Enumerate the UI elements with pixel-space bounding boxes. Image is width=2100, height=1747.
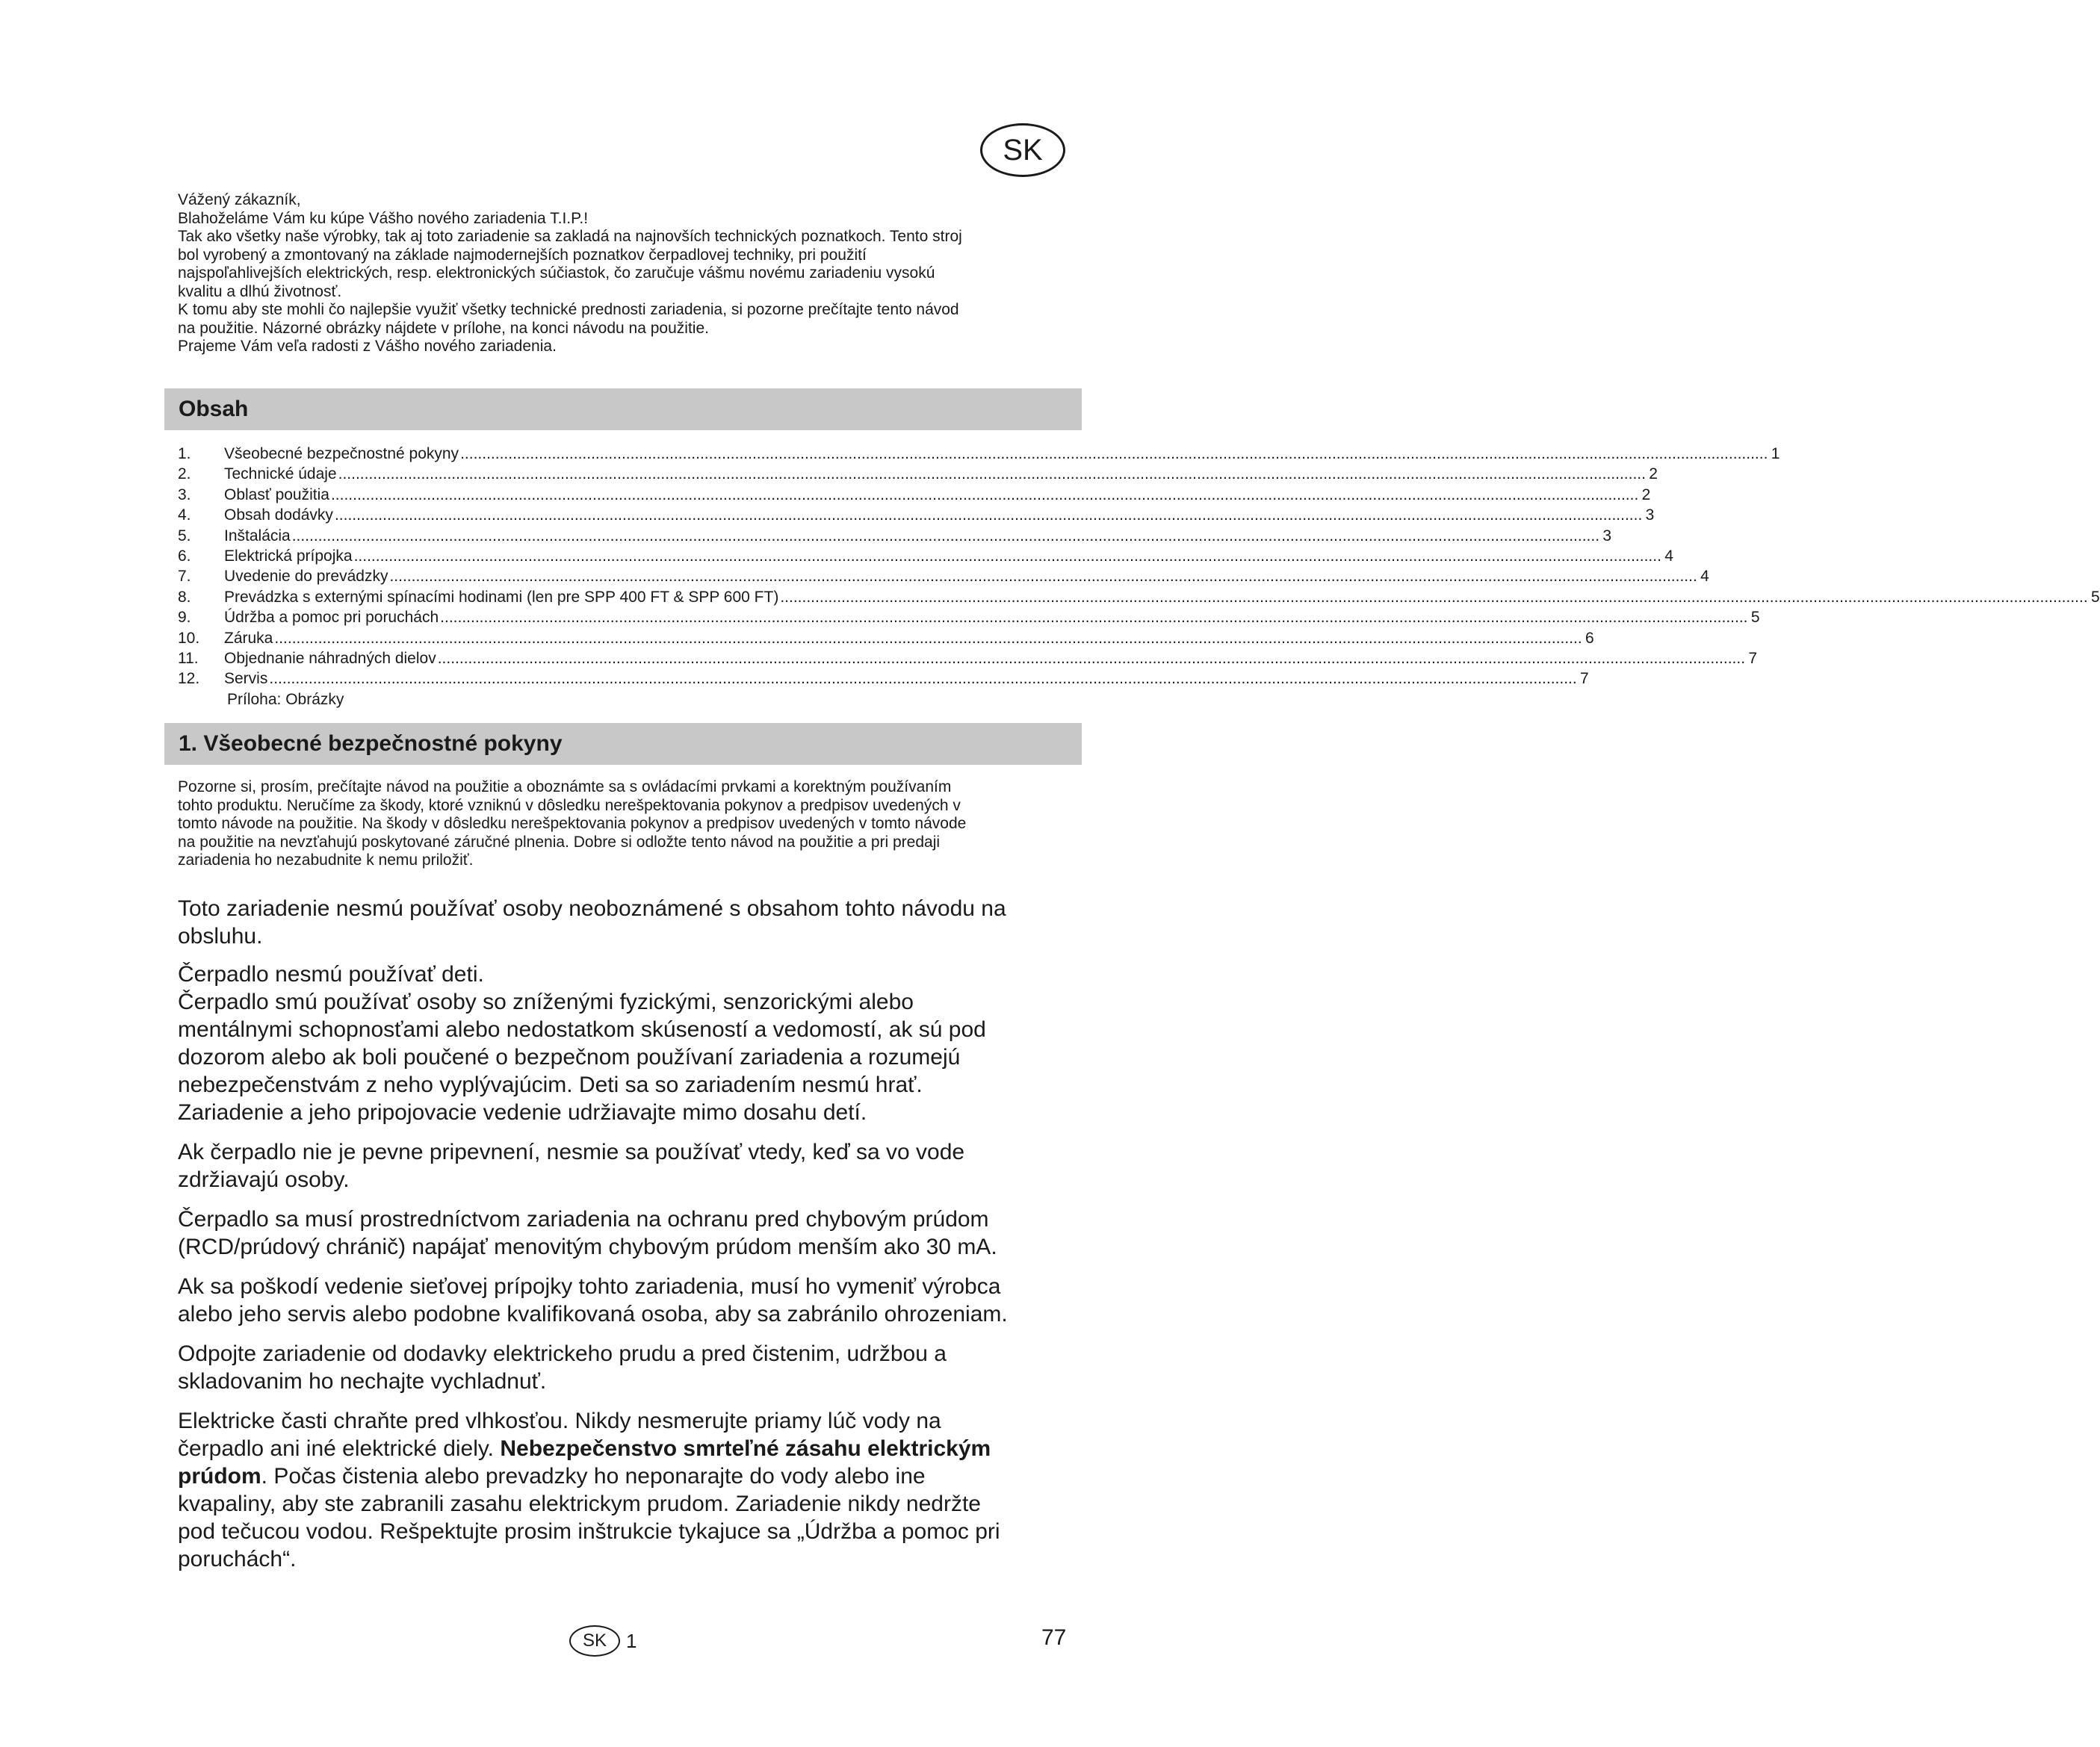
toc-leader: ............................................................................................................................................................................................................................................................................................................ bbox=[269, 670, 1577, 688]
congratulations: Blahoželáme Vám ku kúpe Vášho nového zariadenia T.I.P.! bbox=[178, 209, 589, 227]
toc-item-page: 3 bbox=[1645, 506, 1655, 524]
paragraph-line: Čerpadlo smú používať osoby so zníženými fyzickými, senzorickými alebo bbox=[178, 990, 914, 1014]
safety-intro-line: tomto návode na použitie. Na škody v dôsledku nerešpektovania pokynov a predpisov uvedených v tomto návode bbox=[178, 815, 967, 832]
toc-leader: ............................................................................................................................................................................................................................................................................................................ bbox=[780, 588, 2088, 606]
page-number: 77 bbox=[1041, 1625, 1067, 1650]
toc-leader: ............................................................................................................................................................................................................................................................................................................ bbox=[440, 609, 1748, 627]
toc-item[interactable] bbox=[178, 465, 1658, 485]
toc-item-number: 7. bbox=[178, 568, 191, 586]
toc-item-title: Obsah dodávky bbox=[224, 506, 333, 524]
intro-line: na použitie. Názorné obrázky nájdete v prílohe, na konci návodu na použitie. bbox=[178, 319, 709, 337]
paragraph-line: nebezpečenstvám z neho vyplývajúcim. Deti sa so zariadením nesmú hrať. bbox=[178, 1073, 923, 1097]
toc-item[interactable] bbox=[178, 609, 1760, 629]
safety-paragraph-water bbox=[178, 1138, 1074, 1194]
toc-leader: ............................................................................................................................................................................................................................................................................................................ bbox=[274, 629, 1582, 647]
paragraph-text: . Počas čistenia alebo prevadzky ho neponarajte do vody alebo ine bbox=[261, 1464, 926, 1489]
toc-item-number: 6. bbox=[178, 547, 191, 565]
paragraph-line: zdržiavajú osoby. bbox=[178, 1167, 350, 1192]
toc-item[interactable] bbox=[178, 506, 1655, 527]
toc-leader: ............................................................................................................................................................................................................................................................................................................ bbox=[437, 649, 1746, 667]
intro-text bbox=[178, 191, 1074, 356]
toc-item-title: Servis bbox=[224, 670, 268, 688]
intro-line: najspoľahlivejších elektrických, resp. elektronických súčiastok, čo zaručuje vášmu novému zariadeniu vysokú bbox=[178, 264, 935, 282]
greeting: Vážený zákazník, bbox=[178, 191, 301, 208]
paragraph-line bbox=[178, 1462, 1074, 1490]
toc-item[interactable] bbox=[178, 445, 1780, 465]
toc-leader: ............................................................................................................................................................................................................................................................................................................ bbox=[460, 445, 1768, 462]
paragraph-line: Toto zariadenie nesmú používať osoby neoboznámené s obsahom tohto návodu na bbox=[178, 896, 1006, 921]
safety-intro-line: tohto produktu. Neručíme za škody, ktoré vzniknú v dôsledku nerešpektovania pokynov a predpisov uvedených v bbox=[178, 796, 961, 814]
toc-item-title: Údržba a pomoc pri poruchách bbox=[224, 609, 439, 627]
paragraph-line: Ak čerpadlo nie je pevne pripevnení, nesmie sa používať vtedy, keď sa vo vode bbox=[178, 1140, 965, 1164]
toc-item-page: 4 bbox=[1664, 547, 1673, 565]
safety-intro-text bbox=[178, 778, 1074, 870]
toc-item-number: 4. bbox=[178, 506, 191, 524]
paragraph-line: poruchách“. bbox=[178, 1547, 297, 1571]
paragraph-line bbox=[178, 1435, 1074, 1462]
safety-paragraph-moisture bbox=[178, 1407, 1074, 1573]
toc-item-title: Oblasť použitia bbox=[224, 485, 329, 503]
toc-item-title: Všeobecné bezpečnostné pokyny bbox=[224, 445, 459, 462]
toc-item-number: 5. bbox=[178, 527, 191, 544]
intro-line: kvalitu a dlhú životnosť. bbox=[178, 282, 342, 300]
paragraph-line: kvapaliny, aby ste zabranili zasahu elektrickym prudom. Zariadenie nikdy nedržte bbox=[178, 1492, 981, 1516]
section-page-number: 1 bbox=[626, 1630, 637, 1652]
toc-item-number: 10. bbox=[178, 629, 200, 647]
paragraph-line: (RCD/prúdový chránič) napájať menovitým chybovým prúdom menším ako 30 mA. bbox=[178, 1235, 997, 1259]
toc-item-number: 3. bbox=[178, 485, 191, 503]
toc-item[interactable] bbox=[178, 588, 2100, 609]
paragraph-line: alebo jeho servis alebo podobne kvalifikovaná osoba, aby sa zabránilo ohrozeniam. bbox=[178, 1302, 1008, 1326]
paragraph-line: Zariadenie a jeho pripojovacie vedenie udržiavajte mimo dosahu detí. bbox=[178, 1100, 867, 1125]
toc-item[interactable] bbox=[178, 547, 1673, 568]
toc-item-title: Objednanie náhradných dielov bbox=[224, 649, 436, 667]
toc-item-page: 2 bbox=[1641, 485, 1651, 503]
toc-item[interactable] bbox=[178, 649, 1758, 670]
toc-leader: ............................................................................................................................................................................................................................................................................................................ bbox=[330, 485, 1639, 503]
toc-appendix: Príloha: Obrázky bbox=[227, 690, 344, 708]
toc-item[interactable] bbox=[178, 527, 1612, 547]
toc-heading: Obsah bbox=[164, 388, 1082, 430]
intro-line: K tomu aby ste mohli čo najlepšie využiť všetky technické prednosti zariadenia, si pozorne prečítajte tento návod bbox=[178, 301, 959, 318]
warning-text: prúdom bbox=[178, 1464, 261, 1489]
table-of-contents bbox=[178, 445, 2100, 711]
toc-item-page: 3 bbox=[1602, 527, 1612, 544]
toc-item-title: Technické údaje bbox=[224, 465, 337, 483]
paragraph-line: Odpojte zariadenie od dodavky elektrickeho prudu a pred čistenim, udržbou a bbox=[178, 1341, 947, 1366]
toc-item-title: Elektrická prípojka bbox=[224, 547, 353, 565]
paragraph-line: mentálnymi schopnosťami alebo nedostatkom skúseností a vedomostí, ak sú pod bbox=[178, 1017, 986, 1042]
toc-item-page: 4 bbox=[1700, 568, 1709, 586]
paragraph-line: obsluhu. bbox=[178, 924, 263, 949]
paragraph-line: pod tečucou vodou. Rešpektujte prosim inštrukcie tykajuce sa „Údržba a pomoc pri bbox=[178, 1519, 1000, 1544]
toc-leader: ............................................................................................................................................................................................................................................................................................................ bbox=[291, 527, 1600, 544]
toc-item[interactable] bbox=[178, 670, 1589, 690]
section-heading-safety: 1. Všeobecné bezpečnostné pokyny bbox=[164, 723, 1082, 765]
footer-language-badge: SK bbox=[569, 1625, 620, 1657]
safety-intro-line: Pozorne si, prosím, prečítajte návod na použitie a oboznámte sa s ovládacími prvkami a korektným používaním bbox=[178, 778, 952, 795]
toc-item-number: 2. bbox=[178, 465, 191, 483]
toc-item-title: Inštalácia bbox=[224, 527, 291, 544]
toc-item[interactable] bbox=[178, 485, 1651, 506]
warning-text: Nebezpečenstvo smrteľné zásahu elektrickým bbox=[500, 1436, 991, 1461]
toc-item[interactable] bbox=[178, 568, 1709, 588]
paragraph-line: dozorom alebo ak boli poučené o bezpečnom používaní zariadenia a rozumejú bbox=[178, 1045, 961, 1070]
toc-leader: ............................................................................................................................................................................................................................................................................................................ bbox=[338, 465, 1646, 483]
toc-item-title: Záruka bbox=[224, 629, 273, 647]
paragraph-text: čerpadlo ani iné elektrické diely. bbox=[178, 1436, 501, 1461]
safety-paragraph-cable bbox=[178, 1273, 1074, 1328]
toc-item-page: 5 bbox=[1750, 609, 1760, 627]
paragraph-line: Čerpadlo nesmú používať deti. bbox=[178, 962, 484, 987]
intro-line: bol vyrobený a zmontovaný na základe najmodernejších poznatkov čerpadlovej techniky, pri použití bbox=[178, 246, 867, 264]
safety-paragraph-rcd bbox=[178, 1205, 1074, 1261]
toc-item-page: 1 bbox=[1771, 445, 1780, 462]
toc-item-number: 9. bbox=[178, 609, 191, 627]
toc-leader: ............................................................................................................................................................................................................................................................................................................ bbox=[334, 506, 1643, 524]
toc-item-page: 2 bbox=[1649, 465, 1658, 483]
toc-item-number: 1. bbox=[178, 445, 191, 462]
paragraph-line: Elektricke časti chraňte pred vlhkosťou. Nikdy nesmerujte priamy lúč vody na bbox=[178, 1409, 941, 1433]
toc-leader: ............................................................................................................................................................................................................................................................................................................ bbox=[353, 547, 1661, 565]
toc-item-page: 7 bbox=[1580, 670, 1589, 688]
safety-paragraph-children bbox=[178, 961, 1074, 1126]
toc-item-number: 8. bbox=[178, 588, 191, 606]
safety-intro-line: na použitie na nevzťahujú poskytované záručné plnenia. Dobre si odložte tento návod na použitie a pri predaji bbox=[178, 833, 941, 851]
paragraph-line: skladovanim ho nechajte vychladnuť. bbox=[178, 1369, 547, 1394]
toc-item-title: Prevádzka s externými spínacími hodinami (len pre SPP 400 FT & SPP 600 FT) bbox=[224, 588, 779, 606]
safety-paragraph-manual bbox=[178, 895, 1074, 950]
language-badge: SK bbox=[980, 123, 1065, 177]
safety-intro-line: zariadenia ho nezabudnite k nemu priložiť. bbox=[178, 851, 474, 869]
toc-item-number: 12. bbox=[178, 670, 200, 688]
toc-item-page: 7 bbox=[1748, 649, 1758, 667]
paragraph-line: Čerpadlo sa musí prostredníctvom zariadenia na ochranu pred chybovým prúdom bbox=[178, 1207, 989, 1232]
toc-item[interactable] bbox=[178, 629, 1594, 650]
safety-paragraph-disconnect bbox=[178, 1340, 1074, 1395]
toc-item-number: 11. bbox=[178, 649, 199, 667]
toc-item-page: 6 bbox=[1585, 629, 1594, 647]
paragraph-line: Ak sa poškodí vedenie sieťovej prípojky tohto zariadenia, musí ho vymeniť výrobca bbox=[178, 1274, 1001, 1299]
intro-line: Tak ako všetky naše výrobky, tak aj toto zariadenie sa zakladá na najnovších technických poznatkoch. Tento stroj bbox=[178, 228, 962, 245]
toc-leader: ............................................................................................................................................................................................................................................................................................................ bbox=[389, 568, 1697, 586]
closing: Prajeme Vám veľa radosti z Vášho nového zariadenia. bbox=[178, 338, 557, 355]
toc-item-title: Uvedenie do prevádzky bbox=[224, 568, 388, 586]
toc-item-page: 5 bbox=[2091, 588, 2100, 606]
